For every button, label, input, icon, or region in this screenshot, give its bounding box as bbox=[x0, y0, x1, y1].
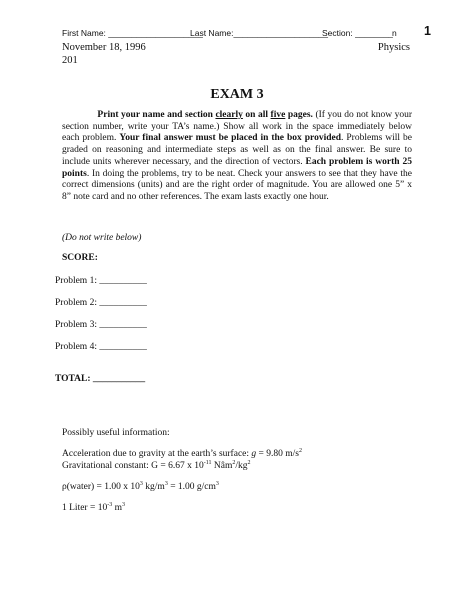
info-heading: Possibly useful information: bbox=[62, 428, 170, 438]
do-not-write-note: (Do not write below) bbox=[62, 233, 142, 243]
instr-clearly: clearly bbox=[215, 110, 243, 120]
header-last-name: Last Name:____________________ bbox=[190, 28, 329, 38]
header-section: Section: ________ bbox=[322, 28, 393, 38]
instr-five: five bbox=[270, 110, 286, 120]
instructions-paragraph bbox=[62, 110, 412, 204]
instr-bold-2: Each problem is worth 25 points bbox=[62, 156, 412, 179]
instr-on-all: on all bbox=[242, 110, 271, 120]
gravitational-constant-info: Gravitational constant: G = 6.67 x $10^{-11}$ $Nâm^2/kg^2$ bbox=[62, 460, 251, 471]
subject: Physics bbox=[377, 42, 410, 53]
water-density-info: ρ(water) = 1.00 x $10^3$ $kg/m^3 = 1.00$ $g/cm^3$ bbox=[62, 481, 219, 492]
problem-1-score: Problem 1: __________ bbox=[55, 276, 147, 286]
problem-4-score: Problem 4: __________ bbox=[55, 342, 147, 352]
instr-text-3: . In doing the problems, try to be neat. Check your answers to see that they have the correct dimensions (units) and are the right order of magnitude. You are allowed one 5” x 8” note card and no other references. The exam lasts exactly one hour. bbox=[62, 168, 412, 202]
header-n: n bbox=[392, 28, 397, 38]
page-title: EXAM 3 bbox=[210, 87, 264, 102]
problem-3-score: Problem 3: __________ bbox=[55, 320, 147, 330]
problem-2-score: Problem 2: __________ bbox=[55, 298, 147, 308]
instr-lead: Print your name and section bbox=[97, 110, 213, 120]
instr-text-2: . Problems will be graded on reasoning and intermediate steps as well as on the final answer. Be sure to include units wherever necessary, and the direction of vectors. bbox=[62, 133, 412, 167]
instr-pages: pages. bbox=[285, 110, 313, 120]
score-label: SCORE: bbox=[62, 253, 98, 263]
exam-date: November 18, 1996 bbox=[62, 42, 146, 53]
gravity-info: Acceleration due to gravity at the earth’s surface: g = 9.80 $m/s^2$ bbox=[62, 448, 302, 459]
instr-text-1: (If you do not know your section number, write your TA’s name.) Show all work in the space immediately below each problem. bbox=[62, 110, 413, 144]
total-score: TOTAL: ___________ bbox=[55, 374, 146, 384]
liter-info: 1 Liter = $10^{-3}$ $m^3$ bbox=[62, 502, 125, 513]
instr-bold-1: Your final answer must be placed in the box provided bbox=[119, 133, 342, 144]
course-number: 201 bbox=[62, 55, 78, 66]
header-first-name: First Name: ____________________ bbox=[62, 28, 203, 38]
page-number: 1 bbox=[424, 24, 431, 38]
